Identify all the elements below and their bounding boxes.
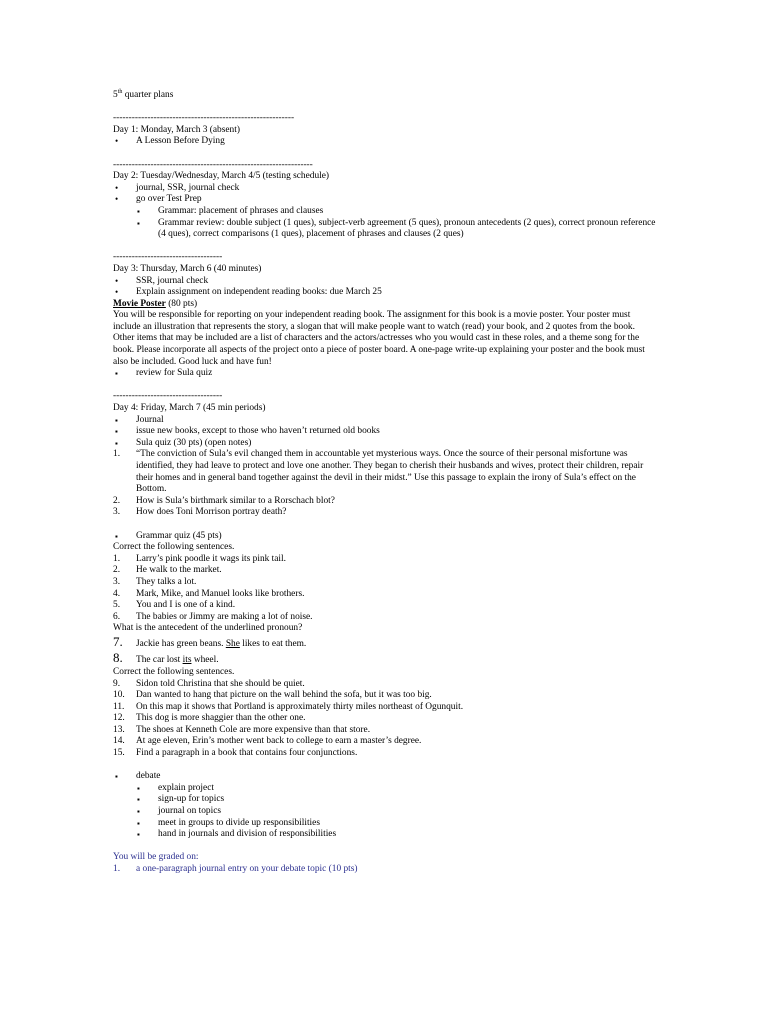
- list-item: • journal, SSR, journal check: [113, 183, 658, 195]
- divider: ----------------------------------------------------------: [113, 113, 295, 124]
- sentence-item: 14. At age eleven, Erin’s mother went back to college to earn a master’s degree.: [113, 736, 422, 747]
- document-body: [113, 90, 658, 876]
- sub-list-item: ▪ meet in groups to divide up responsibilities: [113, 818, 658, 830]
- sentence-item: 1. Larry’s pink poodle it wags its pink tail.: [113, 553, 286, 564]
- list-item: ▪ review for Sula quiz: [113, 368, 658, 380]
- sub-list-item: ▪ hand in journals and division of responsibilities: [113, 829, 658, 841]
- sentence-item: 3. They talks a lot.: [113, 576, 197, 587]
- graded-item: 1. a one-paragraph journal entry on your debate topic (10 pts): [113, 864, 358, 874]
- sentence-item: 2. He walk to the market.: [113, 565, 222, 576]
- movie-poster-heading: Movie Poster (80 pts): [113, 298, 198, 309]
- sub-list-item: ▪ journal on topics: [113, 806, 658, 818]
- day4-heading: Day 4: Friday, March 7 (45 min periods): [113, 403, 266, 414]
- instruction-text: Correct the following sentences.: [113, 542, 235, 553]
- instruction-text: Correct the following sentences.: [113, 666, 235, 677]
- quiz-question: 3. How does Toni Morrison portray death?: [113, 507, 287, 518]
- sentence-item: 15. Find a paragraph in a book that contains four conjunctions.: [113, 748, 358, 759]
- sentence-item: 4. Mark, Mike, and Manuel looks like brothers.: [113, 588, 305, 599]
- list-item: • SSR, journal check: [113, 276, 658, 288]
- divider: ----------------------------------------------------------------: [113, 159, 313, 170]
- sentence-item: 5. You and I is one of a kind.: [113, 600, 236, 611]
- list-item: ▪ Journal: [113, 415, 658, 427]
- quiz-question: 2. How is Sula’s birthmark similar to a Rorschach blot?: [113, 495, 335, 506]
- sentence-item: 6. The babies or Jimmy are making a lot of noise.: [113, 611, 313, 622]
- sentence-item: 11. On this map it shows that Portland is approximately thirty miles northeast of Ogunquit.: [113, 701, 464, 712]
- sub-list-item: ▪ Grammar review: double subject (1 ques), subject-verb agreement (5 ques), pronoun antecedents (2 ques), correct pronoun reference (4 ques), correct comparisons (1 ques), placement of phrases and clauses (2 ques): [113, 218, 658, 241]
- sentence-item: 7. Jackie has green beans. She likes to eat them.: [113, 633, 307, 649]
- instruction-text: What is the antecedent of the underlined pronoun?: [113, 623, 303, 634]
- page-title: 5th quarter plans: [113, 88, 174, 100]
- divider: -----------------------------------: [113, 252, 223, 263]
- list-item: ▪ Grammar quiz (45 pts): [113, 531, 658, 543]
- day3-heading: Day 3: Thursday, March 6 (40 minutes): [113, 263, 262, 274]
- list-item: ▪ issue new books, except to those who haven’t returned old books: [113, 426, 658, 438]
- quiz-question: 1. “The conviction of Sula’s evil changed them in accountable yet mysterious ways. Once the source of their personal misfortune was identified, they had leave to protect and love one another. They began to cherish their husbands and wives, protect their children, repair their homes and in general band together against the devil in their midst.” Use this passage to explain the irony of Sula’s effect on the Bottom.: [113, 449, 644, 495]
- list-item: ▪ debate: [113, 771, 658, 783]
- day2-heading: Day 2: Tuesday/Wednesday, March 4/5 (testing schedule): [113, 171, 330, 182]
- sub-list-item: ▪ Grammar: placement of phrases and clauses: [113, 206, 658, 218]
- list-item: ▪ Sula quiz (30 pts) (open notes): [113, 438, 658, 450]
- sentence-item: 12. This dog is more shaggier than the other one.: [113, 713, 306, 724]
- day1-heading: Day 1: Monday, March 3 (absent): [113, 124, 240, 135]
- list-item: • go over Test Prep: [113, 194, 658, 206]
- divider: -----------------------------------: [113, 391, 223, 402]
- graded-on-heading: You will be graded on:: [113, 852, 199, 863]
- list-item: • A Lesson Before Dying: [113, 136, 658, 148]
- sentence-item: 8. The car lost its wheel.: [113, 649, 219, 665]
- movie-poster-description: You will be responsible for reporting on your independent reading book. The assignment for this book is a movie poster. Your poster must include an illustration that represents the story, a slogan that will make people want to watch (read) your book, and 2 quotes from the book. Other items that may be included are a list of characters and the actors/actresses who you would cast in these roles, and a theme song for the book. Please incorporate all aspects of the project onto a piece of poster board. A one-page write-up explaining your poster and the book must also be included. Good luck and have fun!: [113, 310, 645, 367]
- sentence-item: 9. Sidon told Christina that she should be quiet.: [113, 678, 305, 689]
- sentence-item: 10. Dan wanted to hang that picture on the wall behind the sofa, but it was too big.: [113, 690, 432, 701]
- list-item: • Explain assignment on independent reading books: due March 25: [113, 287, 658, 299]
- sub-list-item: ▪ sign-up for topics: [113, 794, 658, 806]
- sub-list-item: ▪ explain project: [113, 783, 658, 795]
- sentence-item: 13. The shoes at Kenneth Cole are more expensive than that store.: [113, 724, 371, 735]
